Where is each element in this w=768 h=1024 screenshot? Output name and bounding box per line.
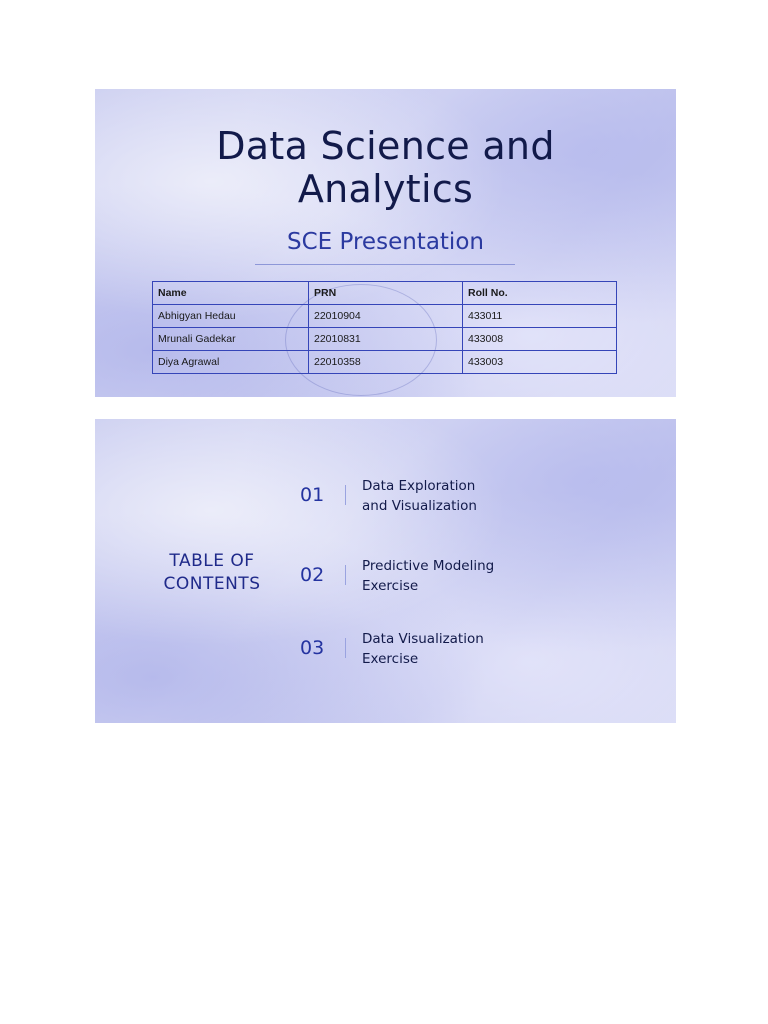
table-row xyxy=(153,305,617,328)
header-roll-no: Roll No. xyxy=(463,282,617,305)
page-title xyxy=(95,125,676,211)
title-slide xyxy=(95,89,676,397)
toc-heading-line-2: CONTENTS xyxy=(163,574,261,594)
toc-heading xyxy=(147,550,277,596)
title-line-1: Data Science and xyxy=(216,124,555,168)
cell-roll-no: 433011 xyxy=(463,305,617,328)
cell-name: Diya Agrawal xyxy=(153,351,309,374)
cell-roll-no: 433003 xyxy=(463,351,617,374)
contents-slide xyxy=(95,419,676,723)
toc-number: 02 xyxy=(300,564,325,586)
toc-divider xyxy=(345,565,346,585)
toc-label: Data Exploration and Visualization xyxy=(362,478,477,514)
toc-divider xyxy=(345,638,346,658)
header-name: Name xyxy=(153,282,309,305)
title-line-2: Analytics xyxy=(297,167,474,211)
toc-label: Predictive Modeling Exercise xyxy=(362,558,495,594)
toc-number: 03 xyxy=(300,637,325,659)
cell-name: Abhigyan Hedau xyxy=(153,305,309,328)
toc-number: 01 xyxy=(300,484,325,506)
cell-roll-no: 433008 xyxy=(463,328,617,351)
cell-prn: 22010904 xyxy=(309,305,463,328)
header-prn: PRN xyxy=(309,282,463,305)
toc-heading-line-1: TABLE OF xyxy=(169,551,255,571)
subtitle: SCE Presentation xyxy=(287,229,484,255)
cell-prn: 22010358 xyxy=(309,351,463,374)
subtitle-underline xyxy=(255,264,515,265)
cell-name: Mrunali Gadekar xyxy=(153,328,309,351)
table-header-row xyxy=(153,282,617,305)
table-row xyxy=(153,351,617,374)
table-row xyxy=(153,328,617,351)
toc-divider xyxy=(345,485,346,505)
members-table xyxy=(152,281,617,374)
toc-label: Data Visualization Exercise xyxy=(362,631,484,667)
cell-prn: 22010831 xyxy=(309,328,463,351)
